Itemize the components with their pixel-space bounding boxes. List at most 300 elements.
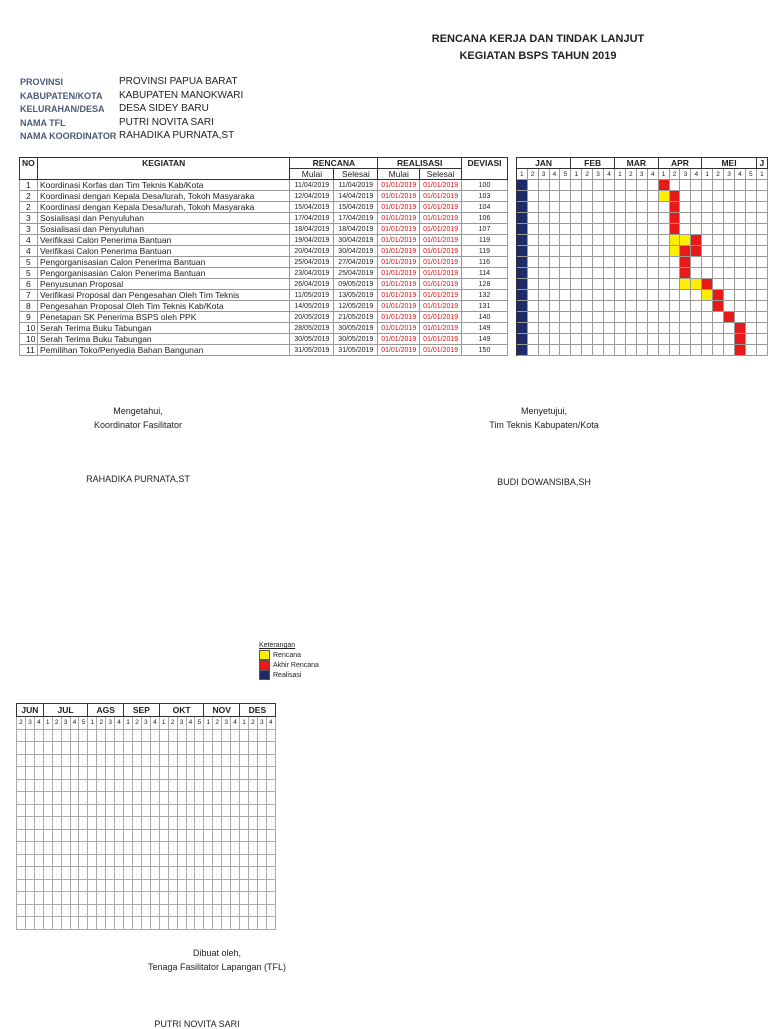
gantt-cell [34,829,43,842]
gantt-cell [549,345,560,356]
gantt-cell [177,842,186,855]
gantt-cell [159,729,168,742]
gantt-cell [106,904,115,917]
gantt-row [17,904,276,917]
week-label: 3 [25,717,34,730]
gantt-cell [669,202,680,213]
gantt-cell [604,257,615,268]
gantt-cell [266,817,275,830]
row-rencana-selesai: 12/05/2019 [334,301,378,312]
gantt-cell [593,213,604,224]
row-realisasi-mulai: 01/01/2019 [378,246,420,257]
gantt-cell [150,804,159,817]
week-label: 1 [516,169,527,180]
gantt-cell [604,213,615,224]
gantt-cell [658,235,669,246]
row-kegiatan: Pemilihan Toko/Penyedia Bahan Bangunan [37,345,290,356]
navy-swatch-icon [259,670,270,680]
gantt-cell [560,257,571,268]
row-rencana-selesai: 11/04/2019 [334,180,378,191]
gantt-cell [159,767,168,780]
gantt-cell [43,804,52,817]
gantt-cell [614,257,625,268]
gantt-cell [680,202,691,213]
gantt-cell [713,345,724,356]
gantt-cell [106,804,115,817]
table-row [20,290,768,301]
gantt-cell [79,779,88,792]
gantt-cell [177,754,186,767]
gantt-cell [34,742,43,755]
gantt-cell [713,268,724,279]
gantt-cell [213,917,222,930]
gantt-cell [79,729,88,742]
gantt-cell [70,854,79,867]
gantt-cell [97,842,106,855]
gantt-cell [266,879,275,892]
week-label: 3 [680,169,691,180]
gantt-cell [88,829,97,842]
row-no: 1 [20,180,38,191]
gantt-cell [213,854,222,867]
bottom-sign-name: PUTRI NOVITA SARI [154,1019,240,1029]
gantt-cell [97,904,106,917]
gantt-cell [647,345,658,356]
row-rencana-selesai: 15/04/2019 [334,202,378,213]
gantt-cell [593,345,604,356]
week-label: 4 [266,717,275,730]
gantt-cell [240,892,249,905]
red-swatch-icon [259,660,270,670]
gantt-cell [248,904,257,917]
week-label: 2 [213,717,222,730]
gantt-cell [43,867,52,880]
gantt-cell [625,213,636,224]
week-label: 3 [593,169,604,180]
spacer-cell [507,268,516,279]
gantt-row [17,829,276,842]
gantt-cell [724,257,735,268]
gantt-cell [560,235,571,246]
gantt-cell [724,323,735,334]
gantt-cell [669,180,680,191]
gantt-cell [222,742,231,755]
gantt-cell [124,729,133,742]
gantt-cell [34,729,43,742]
gantt-cell [702,323,713,334]
spacer-cell [507,290,516,301]
gantt-cell [680,224,691,235]
gantt-cell [571,312,582,323]
gantt-cell [538,290,549,301]
gantt-cell [745,213,756,224]
gantt-cell [713,191,724,202]
spacer-cell [507,202,516,213]
gantt-cell [614,180,625,191]
gantt-cell [124,829,133,842]
gantt-cell [115,792,124,805]
gantt-cell [240,842,249,855]
row-realisasi-mulai: 01/01/2019 [378,191,420,202]
gantt-cell [636,202,647,213]
month-header: AGS [88,704,124,717]
spacer-cell [507,213,516,224]
work-plan-table [19,157,768,356]
gantt-cell [240,854,249,867]
week-label: 2 [582,169,593,180]
week-label: 3 [257,717,266,730]
gantt-cell [680,268,691,279]
gantt-cell [97,742,106,755]
gantt-cell [168,854,177,867]
gantt-cell [560,180,571,191]
gantt-cell [240,817,249,830]
gantt-cell [168,754,177,767]
gantt-cell [213,842,222,855]
gantt-cell [34,867,43,880]
week-label: 5 [195,717,204,730]
gantt-cell [538,334,549,345]
gantt-cell [702,224,713,235]
gantt-cell [43,829,52,842]
week-label: 3 [724,169,735,180]
gantt-cell [702,268,713,279]
gantt-cell [88,817,97,830]
gantt-cell [240,767,249,780]
gantt-cell [734,224,745,235]
gantt-cell [124,754,133,767]
gantt-row [17,917,276,930]
gantt-cell [159,742,168,755]
gantt-cell [658,257,669,268]
gantt-cell [79,867,88,880]
gantt-cell [204,779,213,792]
row-rencana-mulai: 15/04/2019 [290,202,334,213]
gantt-cell [756,191,767,202]
gantt-cell [186,817,195,830]
gantt-cell [691,301,702,312]
left-sign-name: RAHADIKA PURNATA,ST [86,474,190,484]
gantt-cell [691,312,702,323]
gantt-cell [168,804,177,817]
gantt-cell [593,301,604,312]
gantt-cell [266,767,275,780]
gantt-cell [604,290,615,301]
gantt-cell [204,904,213,917]
gantt-cell [658,213,669,224]
week-label: 2 [527,169,538,180]
gantt-cell [34,754,43,767]
gantt-cell [266,829,275,842]
gantt-cell [213,779,222,792]
gantt-cell [593,279,604,290]
gantt-cell [257,867,266,880]
row-kegiatan: Penyusunan Proposal [37,279,290,290]
gantt-cell [115,917,124,930]
row-no: 2 [20,191,38,202]
gantt-cell [132,842,141,855]
gantt-cell [195,742,204,755]
gantt-cell [222,829,231,842]
gantt-cell [516,180,527,191]
gantt-cell [614,268,625,279]
gantt-cell [658,290,669,301]
gantt-cell [150,767,159,780]
gantt-cell [141,804,150,817]
row-no: 7 [20,290,38,301]
week-label: 4 [604,169,615,180]
gantt-cell [756,323,767,334]
gantt-cell [34,792,43,805]
gantt-cell [186,904,195,917]
gantt-cell [141,879,150,892]
gantt-cell [593,224,604,235]
row-realisasi-selesai: 01/01/2019 [420,180,462,191]
table-row [20,257,768,268]
gantt-cell [614,279,625,290]
gantt-cell [713,202,724,213]
gantt-cell [745,180,756,191]
gantt-cell [88,742,97,755]
gantt-cell [88,879,97,892]
gantt-cell [593,312,604,323]
gantt-cell [186,879,195,892]
gantt-cell [132,792,141,805]
gantt-cell [132,829,141,842]
gantt-cell [549,235,560,246]
gantt-cell [231,792,240,805]
gantt-cell [222,842,231,855]
gantt-cell [79,854,88,867]
week-label: 4 [231,717,240,730]
gantt-row [17,879,276,892]
doc-title-2: KEGIATAN BSPS TAHUN 2019 [459,50,617,62]
spacer-cell [507,180,516,191]
gantt-cell [25,792,34,805]
gantt-cell [88,729,97,742]
gantt-cell [691,345,702,356]
gantt-cell [195,892,204,905]
gantt-cell [713,323,724,334]
gantt-cell [702,257,713,268]
gantt-cell [25,742,34,755]
gantt-cell [106,829,115,842]
gantt-cell [658,279,669,290]
row-realisasi-selesai: 01/01/2019 [420,268,462,279]
gantt-cell [17,729,26,742]
row-deviasi: 103 [462,191,508,202]
spacer-col [507,158,516,180]
gantt-row [17,804,276,817]
row-realisasi-mulai: 01/01/2019 [378,202,420,213]
gantt-cell [150,779,159,792]
info-label: PROVINSI [20,77,64,87]
gantt-cell [213,804,222,817]
gantt-cell [266,854,275,867]
gantt-cell [17,804,26,817]
gantt-cell [88,754,97,767]
gantt-cell [658,312,669,323]
gantt-cell [106,842,115,855]
gantt-cell [745,268,756,279]
row-rencana-selesai: 27/04/2019 [334,257,378,268]
gantt-cell [52,892,61,905]
gantt-cell [17,742,26,755]
gantt-cell [195,767,204,780]
gantt-cell [70,754,79,767]
gantt-cell [614,202,625,213]
gantt-cell [124,792,133,805]
gantt-cell [571,213,582,224]
gantt-cell [582,180,593,191]
gantt-cell [150,729,159,742]
gantt-cell [150,867,159,880]
row-realisasi-selesai: 01/01/2019 [420,301,462,312]
gantt-cell [61,829,70,842]
info-label: NAMA TFL [20,117,66,128]
gantt-cell [604,180,615,191]
gantt-cell [560,312,571,323]
spacer-cell [507,246,516,257]
row-rencana-mulai: 23/04/2019 [290,268,334,279]
gantt-cell [52,917,61,930]
gantt-cell [560,334,571,345]
gantt-cell [177,779,186,792]
week-label: 2 [97,717,106,730]
gantt-cell [204,829,213,842]
gantt-cell [614,290,625,301]
week-label: 3 [177,717,186,730]
gantt-cell [79,742,88,755]
spacer-cell [507,301,516,312]
gantt-cell [625,334,636,345]
gantt-cell [141,892,150,905]
bottom-sign-line1: Dibuat oleh, [192,948,242,958]
legend-title: Keterangan [259,642,296,649]
gantt-cell [604,301,615,312]
gantt-cell [257,892,266,905]
gantt-cell [680,345,691,356]
gantt-cell [25,829,34,842]
gantt-cell [25,867,34,880]
table-row [20,312,768,323]
spacer-cell [507,312,516,323]
gantt-cell [186,854,195,867]
gantt-cell [257,792,266,805]
row-realisasi-mulai: 01/01/2019 [378,334,420,345]
gantt-cell [516,301,527,312]
legend-item-rencana [259,650,319,660]
gantt-cell [538,213,549,224]
spacer-cell [507,235,516,246]
gantt-cell [240,879,249,892]
gantt-cell [680,235,691,246]
gantt-cell [582,301,593,312]
gantt-cell [571,224,582,235]
gantt-cell [516,312,527,323]
spacer-cell [507,279,516,290]
gantt-cell [231,729,240,742]
gantt-cell [17,879,26,892]
col-deviasi: DEVIASI [462,158,508,180]
gantt-cell [538,180,549,191]
row-kegiatan: Koordinasi dengan Kepala Desa/lurah, Tokoh Masyaraka [37,202,290,213]
month-header: SEP [124,704,160,717]
gantt-cell [43,779,52,792]
row-rencana-selesai: 25/04/2019 [334,268,378,279]
gantt-cell [680,246,691,257]
gantt-cell [213,904,222,917]
gantt-row [17,817,276,830]
gantt-cell [724,224,735,235]
month-header: FEB [571,158,615,169]
gantt-cell [527,257,538,268]
gantt-cell [124,917,133,930]
gantt-cell [61,729,70,742]
gantt-cell [745,202,756,213]
gantt-cell [516,257,527,268]
info-value: KABUPATEN MANOKWARI [119,89,244,101]
col-realisasi-mulai: Mulai [378,169,420,180]
gantt-cell [79,879,88,892]
gantt-cell [222,767,231,780]
gantt-cell [702,180,713,191]
gantt-cell [549,180,560,191]
gantt-cell [195,904,204,917]
gantt-cell [756,202,767,213]
gantt-cell [538,235,549,246]
row-realisasi-mulai: 01/01/2019 [378,290,420,301]
gantt-cell [756,301,767,312]
gantt-cell [549,202,560,213]
gantt-cell [240,754,249,767]
gantt-cell [658,334,669,345]
gantt-cell [658,345,669,356]
gantt-cell [43,842,52,855]
gantt-cell [658,301,669,312]
month-header: JAN [516,158,571,169]
gantt-cell [756,290,767,301]
gantt-cell [70,804,79,817]
gantt-cell [713,312,724,323]
gantt-cell [248,779,257,792]
gantt-cell [604,191,615,202]
gantt-cell [248,817,257,830]
gantt-cell [168,842,177,855]
gantt-cell [745,290,756,301]
gantt-cell [141,829,150,842]
gantt-cell [195,729,204,742]
gantt-cell [132,917,141,930]
gantt-cell [604,224,615,235]
gantt-cell [204,792,213,805]
gantt-cell [25,729,34,742]
gantt-cell [516,235,527,246]
gantt-cell [79,904,88,917]
gantt-cell [724,301,735,312]
gantt-cell [614,345,625,356]
gantt-cell [43,817,52,830]
gantt-cell [549,290,560,301]
row-rencana-selesai: 30/04/2019 [334,246,378,257]
spacer-cell [507,323,516,334]
gantt-cell [527,334,538,345]
gantt-cell [240,729,249,742]
gantt-cell [734,180,745,191]
right-sign-line1: Menyetujui, [520,406,568,416]
row-deviasi: 149 [462,323,508,334]
row-kegiatan: Sosialisasi dan Penyuluhan [37,213,290,224]
